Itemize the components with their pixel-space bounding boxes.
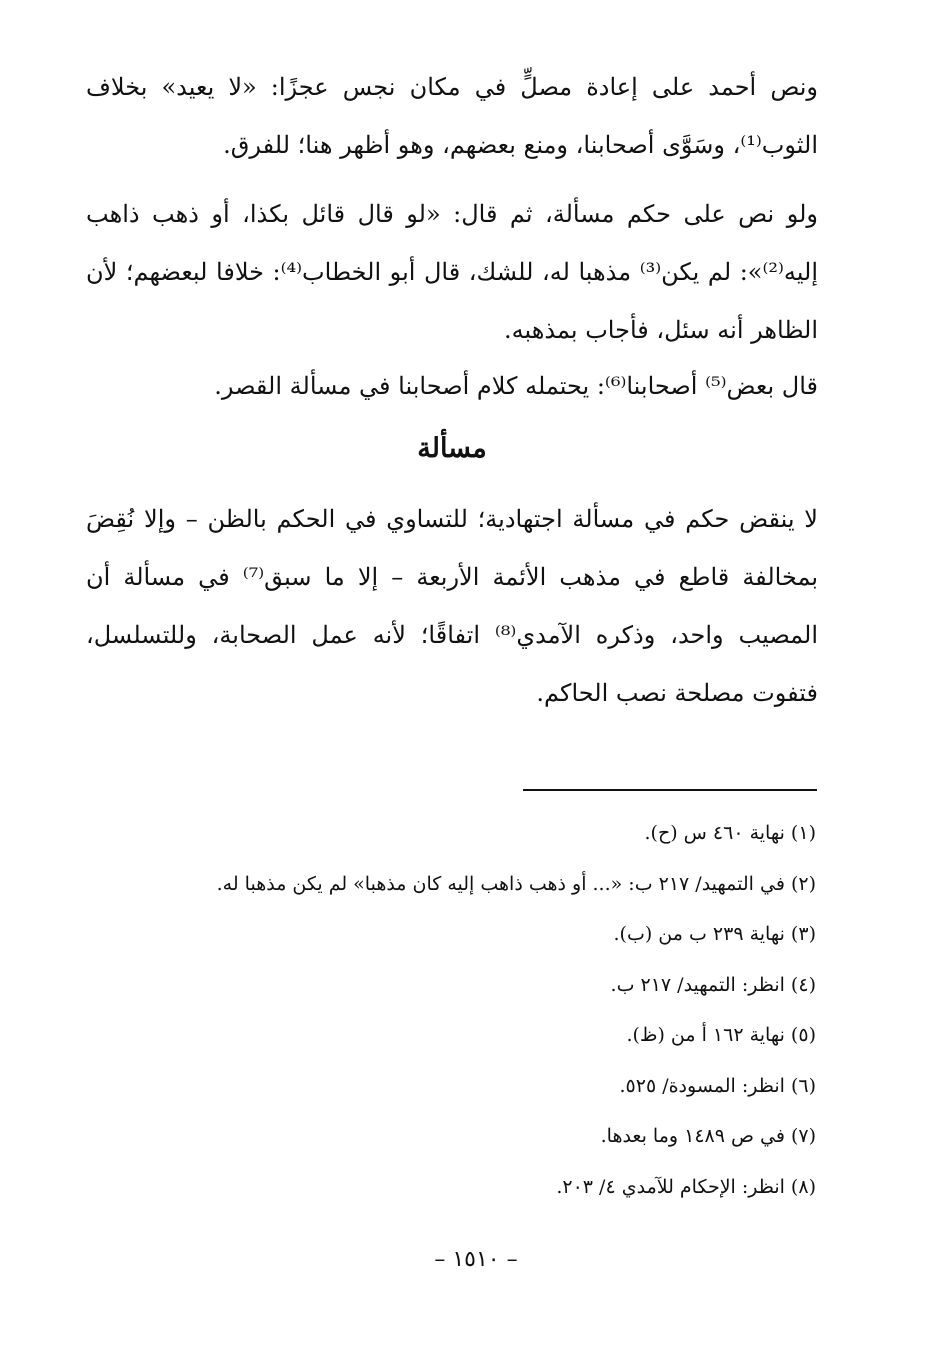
footnote: (٦) انظر: المسودة/ ٥٢٥. [619, 1074, 816, 1097]
footnote: (١) نهاية ٤٦٠ س (ح). [644, 822, 816, 844]
section-heading: مسألة [417, 433, 487, 464]
footnote: (٢) في التمهيد/ ٢١٧ ب: «... أو ذهب ذاهب إليه كان مذهبا» لم يكن مذهبا له. [216, 872, 816, 895]
paragraph: ونص أحمد على إعادة مصلٍّ في مكان نجس عجزًا: «لا يعيد» بخلاف الثوب⁽¹⁾، وسَوَّى أصحابنا، ومنع بعضهم، وهو أظهر هنا؛ للفرق. [86, 73, 818, 159]
footnote: (٥) نهاية ١٦٢ أ من (ظ). [626, 1024, 816, 1046]
page-number: – ١٥١٠ – [434, 1247, 518, 1272]
footnote: (٧) في ص ١٤٨٩ وما بعدها. [600, 1125, 816, 1147]
footnote: (٨) انظر: الإحكام للآمدي ٤/ ٢٠٣. [556, 1175, 816, 1198]
paragraph: لا ينقض حكم في مسألة اجتهادية؛ للتساوي في الحكم بالظن – وإلا نُقِضَ بمخالفة قاطع في مذهب الأئمة الأربعة – إلا ما سبق⁽⁷⁾ في مسألة أن المصيب واحد، وذكره الآمدي⁽⁸⁾ اتفاقًا؛ لأنه عمل الصحابة، وللتسلسل، فتفوت مصلحة نصب الحاكم. [86, 505, 818, 707]
paragraph: قال بعض⁽⁵⁾ أصحابنا⁽⁶⁾: يحتمله كلام أصحابنا في مسألة القصر. [214, 372, 818, 400]
footnote: (٣) نهاية ٢٣٩ ب من (ب). [613, 923, 816, 945]
footnote: (٤) انظر: التمهيد/ ٢١٧ ب. [610, 973, 816, 996]
footnote-separator [523, 789, 817, 791]
paragraph: ولو نص على حكم مسألة، ثم قال: «لو قال قائل بكذا، أو ذهب ذاهب إليه⁽²⁾»: لم يكن⁽³⁾ مذهبا له، للشك، قال أبو الخطاب⁽⁴⁾: خلافا لبعضهم؛ لأن الظاهر أنه سئل، فأجاب بمذهبه. [86, 200, 818, 344]
footnotes-list [86, 808, 816, 1212]
